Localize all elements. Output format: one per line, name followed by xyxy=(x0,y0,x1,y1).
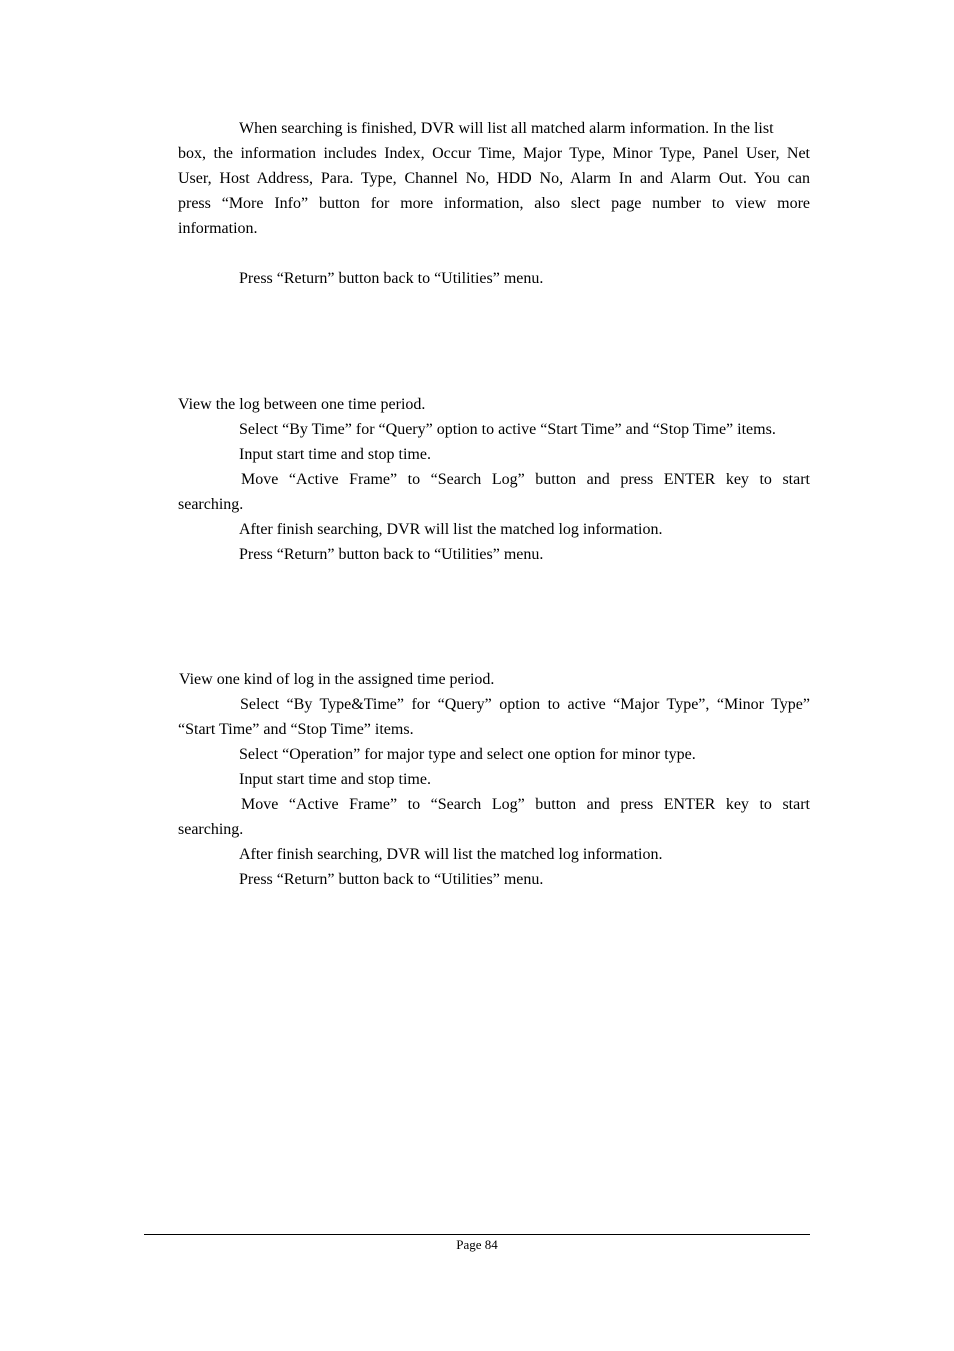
by-type-time-step-4-line-1: Move “Active Frame” to “Search Log” button and press ENTER key to start xyxy=(241,796,810,813)
by-time-step-1: Select “By Time” for “Query” option to active “Start Time” and “Stop Time” items. xyxy=(239,421,776,438)
by-time-step-2: Input start time and stop time. xyxy=(239,446,431,463)
alarm-results-text-line-3: User, Host Address, Para. Type, Channel No, HDD No, Alarm In and Alarm Out. You can xyxy=(178,170,810,187)
by-time-step-5: Press “Return” button back to “Utilities” menu. xyxy=(239,546,544,563)
by-type-time-step-5: After finish searching, DVR will list the matched log information. xyxy=(239,846,663,863)
footer-divider xyxy=(144,1234,810,1235)
page-number: Page 84 xyxy=(456,1237,498,1252)
by-type-time-step-2: Select “Operation” for major type and select one option for minor type. xyxy=(239,746,696,763)
by-type-time-step-1-line-1: Select “By Type&Time” for “Query” option to active “Major Type”, “Minor Type” xyxy=(240,696,810,713)
alarm-results-text-line-2: box, the information includes Index, Occur Time, Major Type, Minor Type, Panel User, Net xyxy=(178,145,810,162)
by-time-intro: View the log between one time period. xyxy=(178,396,426,413)
return-instruction-1: Press “Return” button back to “Utilities” menu. xyxy=(239,270,544,287)
alarm-results-text-line-1: When searching is finished, DVR will list all matched alarm information. In the list xyxy=(239,120,774,137)
by-type-time-step-1-line-2: “Start Time” and “Stop Time” items. xyxy=(178,721,414,738)
by-time-step-4: After finish searching, DVR will list the matched log information. xyxy=(239,521,663,538)
by-time-step-3-line-1: Move “Active Frame” to “Search Log” button and press ENTER key to start xyxy=(241,471,810,488)
by-type-time-intro: View one kind of log in the assigned time period. xyxy=(179,671,495,688)
by-type-time-step-4-line-2: searching. xyxy=(178,821,244,838)
alarm-results-text-line-5: information. xyxy=(178,220,258,237)
by-type-time-step-6: Press “Return” button back to “Utilities” menu. xyxy=(239,871,544,888)
alarm-results-text-line-4: press “More Info” button for more information, also slect page number to view more xyxy=(178,195,810,212)
by-type-time-step-3: Input start time and stop time. xyxy=(239,771,431,788)
by-time-step-3-line-2: searching. xyxy=(178,496,244,513)
